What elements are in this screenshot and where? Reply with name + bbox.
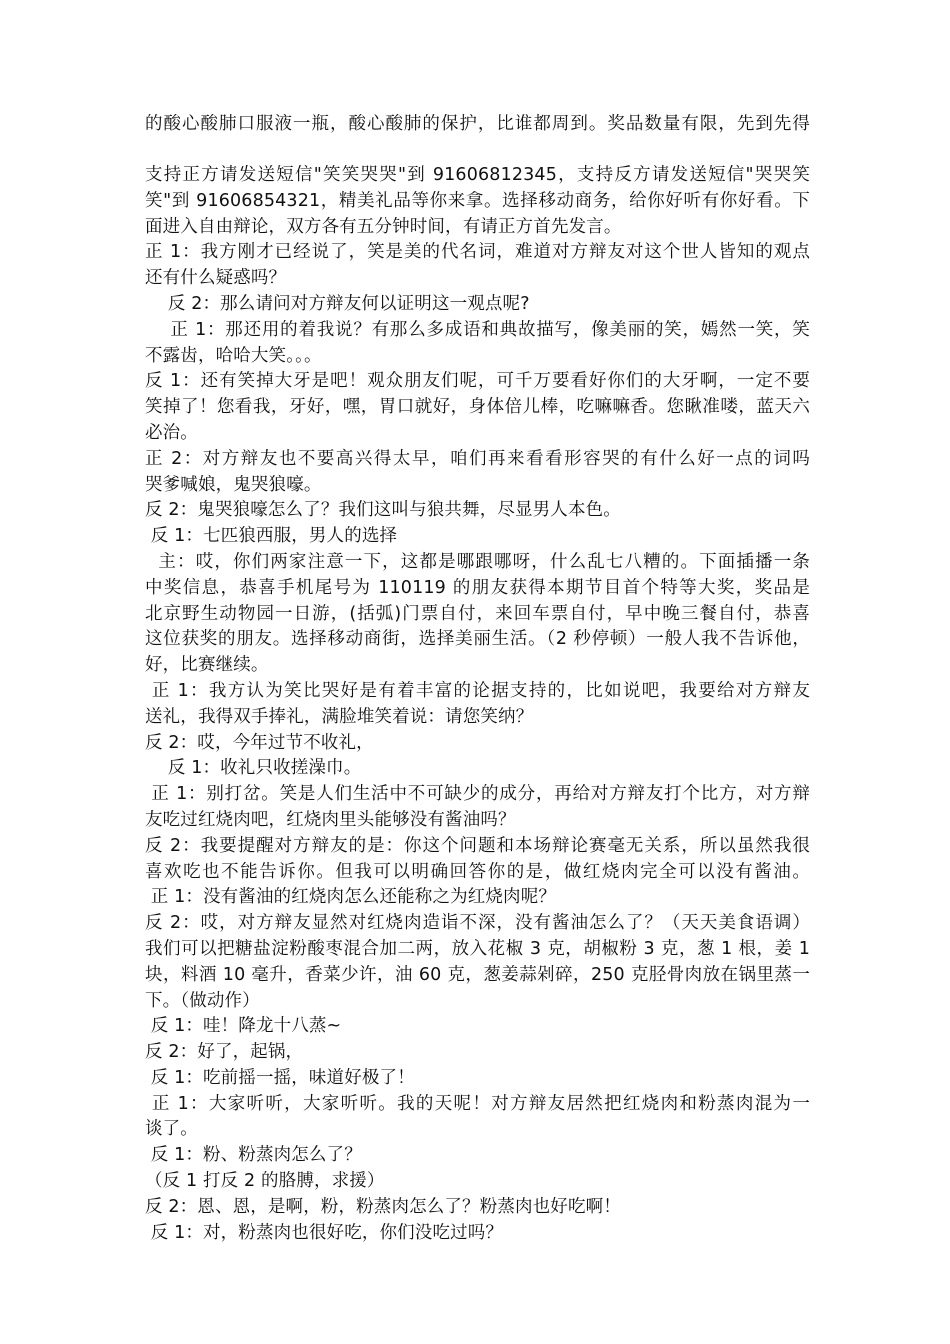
debate-transcript	[145, 163, 810, 1246]
text-line: 正 1：我方刚才已经说了，笑是美的代名词，难道对方辩友对这个世人皆知的观点	[145, 242, 810, 263]
text-line: 喜欢吃也不能告诉你。但我可以明确回答你的是，做红烧肉完全可以没有酱油。	[145, 861, 810, 882]
text-line: 谈了。	[145, 1119, 198, 1140]
text-line: 正 1：别打岔。笑是人们生活中不可缺少的成分，再给对方辩友打个比方，对方辩	[145, 784, 810, 805]
text-line: 正 1：我方认为笑比哭好是有着丰富的论据支持的，比如说吧，我要给对方辩友	[145, 680, 810, 701]
text-line: 支持正方请发送短信"笑笑哭哭"到 91606812345，支持反方请发送短信"哭哭笑	[145, 165, 810, 185]
text-line: 的酸心酸肺口服液一瓶，酸心酸肺的保护，比谁都周到。奖品数量有限，先到先得	[145, 114, 810, 134]
text-line: 送礼，我得双手捧礼，满脸堆笑着说：请您笑纳？	[145, 706, 534, 727]
text-line: 正 2：对方辩友也不要高兴得太早，咱们再来看看形容哭的有什么好一点的词吗	[145, 448, 810, 469]
top-paragraph	[145, 112, 810, 138]
text-line: 反 1：还有笑掉大牙是吧！观众朋友们呢，可千万要看好你们的大牙啊，一定不要	[145, 371, 810, 392]
text-line: 反 2：鬼哭狼嚎怎么了？我们这叫与狼共舞，尽显男人本色。	[145, 500, 621, 521]
text-line: 笑掉了！您看我，牙好，嘿，胃口就好，身体倍儿棒，吃嘛嘛香。您瞅准喽，蓝天六	[145, 397, 810, 418]
text-line: 下。（做动作）	[145, 990, 260, 1011]
text-line: 反 1：收礼只收搓澡巾。	[145, 758, 362, 779]
text-line: 中奖信息，恭喜手机尾号为 110119 的朋友获得本期节目首个特等大奖，奖品是	[145, 577, 810, 598]
text-line: 反 2：恩、恩，是啊，粉，粉蒸肉怎么了？粉蒸肉也好吃啊！	[145, 1196, 621, 1217]
text-line: 反 2：那么请问对方辩友何以证明这一观点呢?	[145, 293, 530, 314]
text-line: 反 1：粉、粉蒸肉怎么了？	[145, 1145, 362, 1166]
text-line: 必治。	[145, 422, 198, 443]
text-line: （反 1 打反 2 的胳膊，求援）	[145, 1171, 385, 1192]
text-line: 正 1：那还用的着我说？有那么多成语和典故描写，像美丽的笑，嫣然一笑，笑	[145, 319, 810, 340]
text-line: 正 1：大家听听，大家听听。我的天呢！对方辩友居然把红烧肉和粉蒸肉混为一	[145, 1093, 810, 1114]
text-line: 我们可以把糖盐淀粉酸枣混合加二两，放入花椒 3 克，胡椒粉 3 克，葱 1 根，姜 1	[145, 938, 810, 959]
text-line: 反 1：哇！降龙十八蒸~	[145, 1016, 342, 1037]
text-line: 好，比赛继续。	[145, 655, 269, 676]
text-line: 块，料酒 10 毫升，香菜少许，油 60 克，葱姜蒜剁碎，250 克胫骨肉放在锅里蒸一	[145, 964, 810, 985]
text-line: 面进入自由辩论，双方各有五分钟时间，有请正方首先发言。	[145, 216, 622, 237]
text-line: 反 1：对，粉蒸肉也很好吃，你们没吃过吗？	[145, 1222, 504, 1243]
text-line: 友吃过红烧肉吧，红烧肉里头能够没有酱油吗？	[145, 809, 516, 830]
text-line: 反 2：哎，对方辩友显然对红烧肉造诣不深，没有酱油怎么了？（天天美食语调）	[145, 913, 810, 934]
text-line: 不露齿，哈哈大笑。。。	[145, 345, 322, 366]
text-line: 反 1：七匹狼西服，男人的选择	[145, 526, 398, 547]
text-line: 这位获奖的朋友。选择移动商街，选择美丽生活。（2 秒停顿）一般人我不告诉他，	[145, 629, 810, 650]
text-line: 还有什么疑惑吗？	[145, 268, 287, 289]
text-line: 北京野生动物园一日游，(括弧)门票自付，来回车票自付，早中晚三餐自付，恭喜	[145, 603, 810, 624]
text-line: 反 2：好了，起锅，	[145, 1042, 304, 1063]
text-line: 哭爹喊娘，鬼哭狼嚎。	[145, 474, 322, 495]
text-line: 正 1：没有酱油的红烧肉怎么还能称之为红烧肉呢？	[145, 887, 557, 908]
text-line: 反 2：我要提醒对方辩友的是：你这个问题和本场辩论赛毫无关系，所以虽然我很	[145, 835, 810, 856]
text-line: 主：哎，你们两家注意一下，这都是哪跟哪呀，什么乱七八糟的。下面插播一条	[145, 551, 810, 572]
text-line: 反 1：吃前摇一摇，味道好极了！	[145, 1067, 415, 1088]
text-line: 反 2：哎，今年过节不收礼，	[145, 732, 374, 753]
text-line: 笑"到 91606854321，精美礼品等你来拿。选择移动商务，给你好听有你好看。下	[145, 190, 810, 211]
